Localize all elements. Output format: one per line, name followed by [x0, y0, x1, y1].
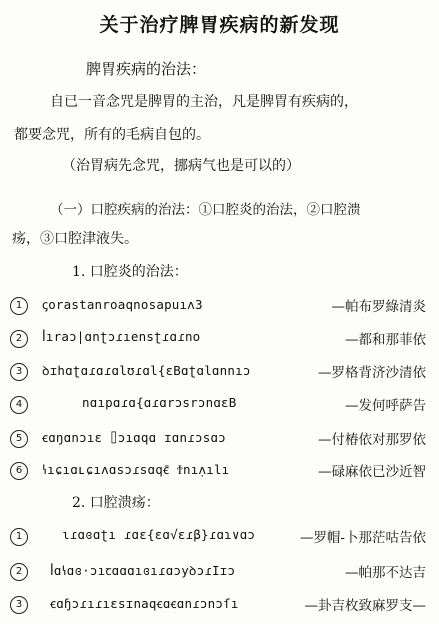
list-item	[6, 328, 434, 350]
item-number: 2	[10, 563, 28, 581]
item-number: 5	[10, 430, 28, 448]
item-script: ɩɾɑɞɑʈı ɾɑɛ{ɛɑ√ɛɾβ}ɾɑɿ∨ɑɔ	[62, 527, 256, 542]
section-1-heading: 1. 口腔炎的治法：	[72, 264, 188, 280]
item-script: ꞔorastanroaqnosapuıʌ3	[42, 297, 203, 312]
paragraph-1-line-1: 自已一音念咒是脾胃的主治，凡是脾胃有疾病的，	[50, 94, 358, 110]
item-number: 6	[10, 462, 28, 480]
item-meaning: —碌麻依已沙近智	[318, 464, 426, 480]
item-meaning: —卦吉枚致麻罗支—	[304, 598, 426, 614]
list-item	[6, 361, 434, 383]
item-script: ꝺɪhɑʈɑɾɑɾɑlʊɾɑl{ɛBɑʈɑlɑnnıɔ	[42, 363, 251, 378]
item-number: 3	[10, 363, 28, 381]
item-meaning: —罗格背济沙清依	[318, 365, 426, 381]
list-item	[6, 594, 434, 616]
item-number: 2	[10, 330, 28, 348]
paragraph-2-line-1: （一）口腔疾病的治法：①口腔炎的治法，②口腔溃	[50, 202, 361, 218]
paragraph-1-line-2: 都要念咒，所有的毛病自包的。	[14, 127, 210, 143]
list-item	[6, 460, 434, 482]
item-script: ꟾɑꝇɑɞ·ɔıꞇɑɑɑıɞıɾɑɔyꝺɔɾIɪɔ	[50, 563, 236, 578]
parenthetical-note: （治胃病先念咒，挪病气也是可以的）	[62, 158, 300, 174]
item-number: 1	[10, 297, 28, 315]
item-meaning: —帕布罗綠清炎	[331, 299, 426, 315]
list-item	[6, 295, 434, 317]
heading-treatment: 脾胃疾病的治法：	[86, 60, 207, 78]
item-script: ꞓɑɧɔɾıɾıɛsɪnaqꞓɑꞓɑnɾɔnɔſı	[50, 596, 239, 611]
item-script: ꟾıraɔ|ɑnʈɔɾıensʈɾɑɾno	[42, 329, 201, 344]
item-meaning: —罗帽-卜那茫咕告依	[299, 530, 426, 546]
page-title: 关于治疗脾胃疾病的新发现	[99, 14, 340, 36]
paragraph-2-line-2: 疡，③口腔津液失。	[12, 231, 138, 247]
list-item	[6, 394, 434, 416]
item-script: nɑıpɑɾɑ{ɑɾɑrɔsrɔnɑɛB	[82, 395, 237, 410]
item-meaning: —都和那菲依	[345, 332, 426, 348]
item-number: 3	[10, 596, 28, 614]
item-number: 1	[10, 528, 28, 546]
list-item	[6, 561, 434, 583]
item-meaning: —帕那不达吉	[345, 565, 426, 581]
item-script: ꞓɑŋɑnɔıɛ ⌷ɔıɑqɑ ɪɑnɾɔsɑɔ	[42, 430, 226, 445]
list-item	[6, 428, 434, 450]
item-meaning: —发何呼萨告	[345, 398, 426, 414]
item-number: 4	[10, 396, 28, 414]
item-meaning: —付椿依对那罗依	[318, 432, 426, 448]
list-item	[6, 526, 434, 548]
item-script: ꝇıɕıɑʟɕıʌɑsɔɾsɑqꞓ̄ Ϯnıʌ̣ılı	[42, 462, 230, 477]
section-2-heading: 2. 口腔溃疡：	[72, 495, 160, 511]
